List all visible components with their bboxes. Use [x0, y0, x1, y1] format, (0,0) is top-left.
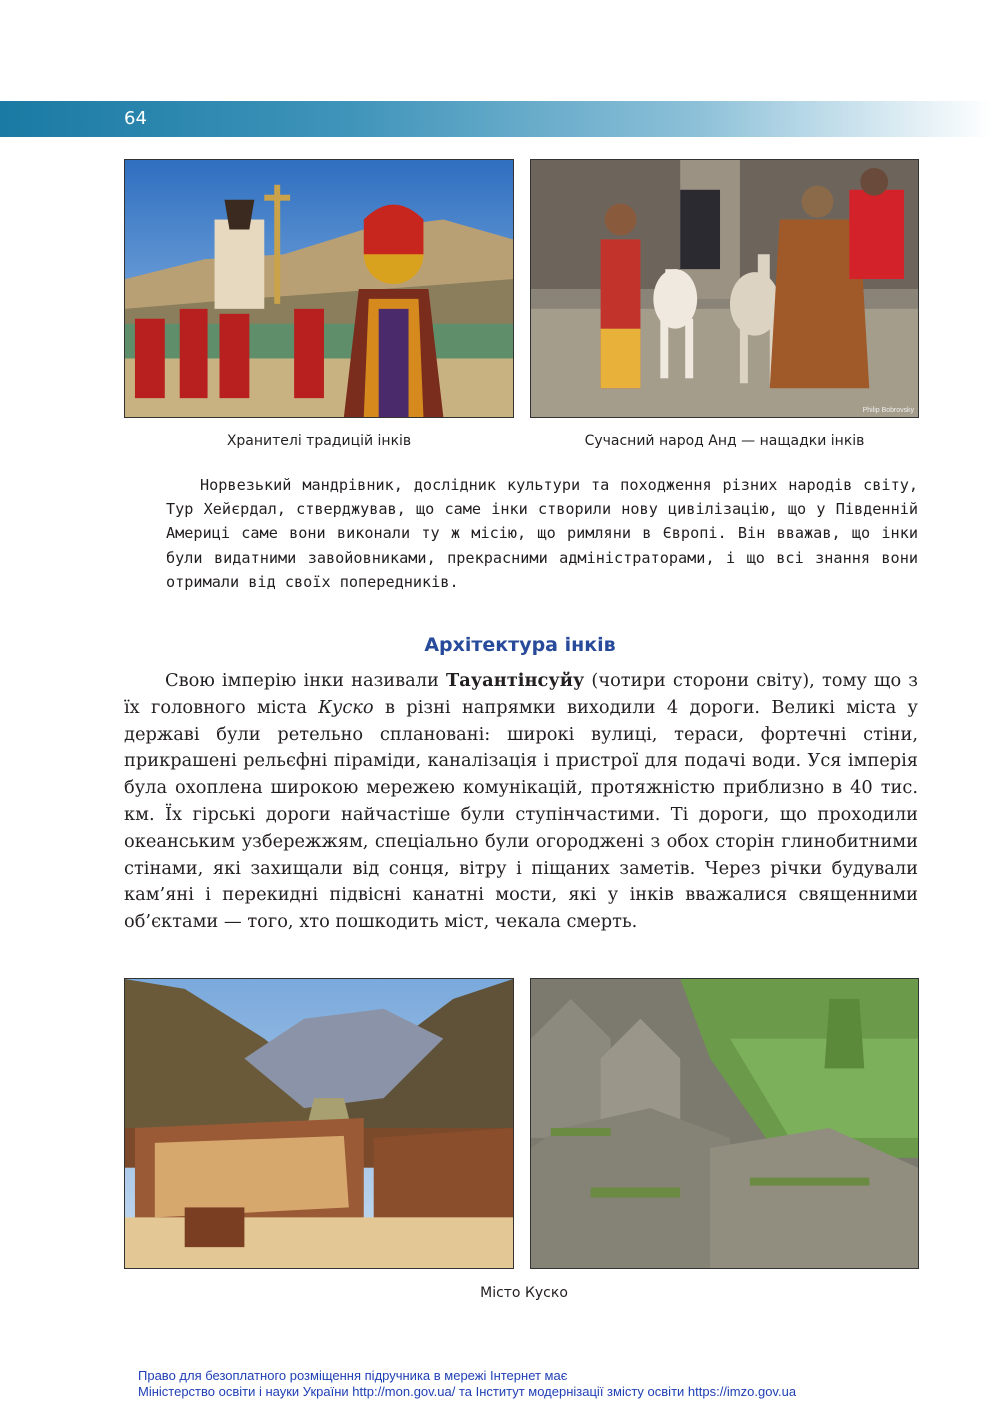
term-tawantinsuyu: Тауантінсуйу	[446, 670, 585, 691]
caption-andes-people: Сучасний народ Анд — нащадки інків	[584, 433, 865, 449]
main-paragraph	[124, 668, 918, 936]
footer-line-2: Міністерство освіти і науки України http://mon.gov.ua/ та Інститут модернізації змісту освіти https://imzo.gov.ua	[138, 1384, 797, 1399]
footer	[138, 1368, 796, 1400]
caption-cusco: Місто Куско	[480, 1285, 568, 1301]
photo-stone-ruins	[530, 978, 919, 1269]
photo-watermark: Philip Bobrovsky	[862, 407, 915, 415]
header-bar	[0, 101, 992, 137]
caption-tradition-keepers: Хранителі традицій інків	[226, 433, 412, 449]
page-number: 64	[124, 108, 147, 129]
main-text-part2: (чотири сторони світу), тому що з їх головного міста	[124, 670, 918, 718]
photo-andes-people	[530, 159, 919, 418]
footer-line-1: Право для безоплатного розміщення підручника в мережі Інтернет має	[138, 1368, 568, 1383]
photo-ruins-valley	[124, 978, 514, 1269]
city-cusco: Куско	[318, 696, 374, 718]
quote-block	[166, 473, 918, 594]
main-text-part3: в різні напрямки виходили 4 дороги. Великі міста у державі були ретельно сплановані: широкі вулиці, тераси, фортечні стіни, прикрашені рельєфні піраміди, каналізація і пристрої для подачі води. Уся імперія була охоплена широкою мережею комунікацій, протяжністю приблизно в 40 тис. км. Їх гірські дороги найчастіше були ступінчастими. Ті дороги, що проходили океанським узбережжям, спеціально були огороджені з обох сторін глинобитними стінами, які захищали від сонця, вітру і піщаних заметів. Через річки будували кам’яні і перекидні підвісні канатні мости, які у інків вважалися священними об’єктами — того, хто пошкодить міст, чекала смерть.	[124, 696, 919, 933]
main-text-part1: Свою імперію інки називали	[165, 670, 447, 691]
section-title: Архітектура інків	[424, 634, 616, 656]
photo-tradition-keepers	[124, 159, 514, 418]
quote-text: Норвезький мандрівник, дослідник культури та походження різних народів світу, Тур Хейєрдал, стверджував, що саме інки створили нову цивілізацію, що у Південній Америці саме вони виконали ту ж місію, що римляни в Європі. Він вважав, що інки були видатними завойовниками, прекрасними адміністраторами, і що всі знання вони отримали від своїх попередників.	[166, 476, 918, 591]
